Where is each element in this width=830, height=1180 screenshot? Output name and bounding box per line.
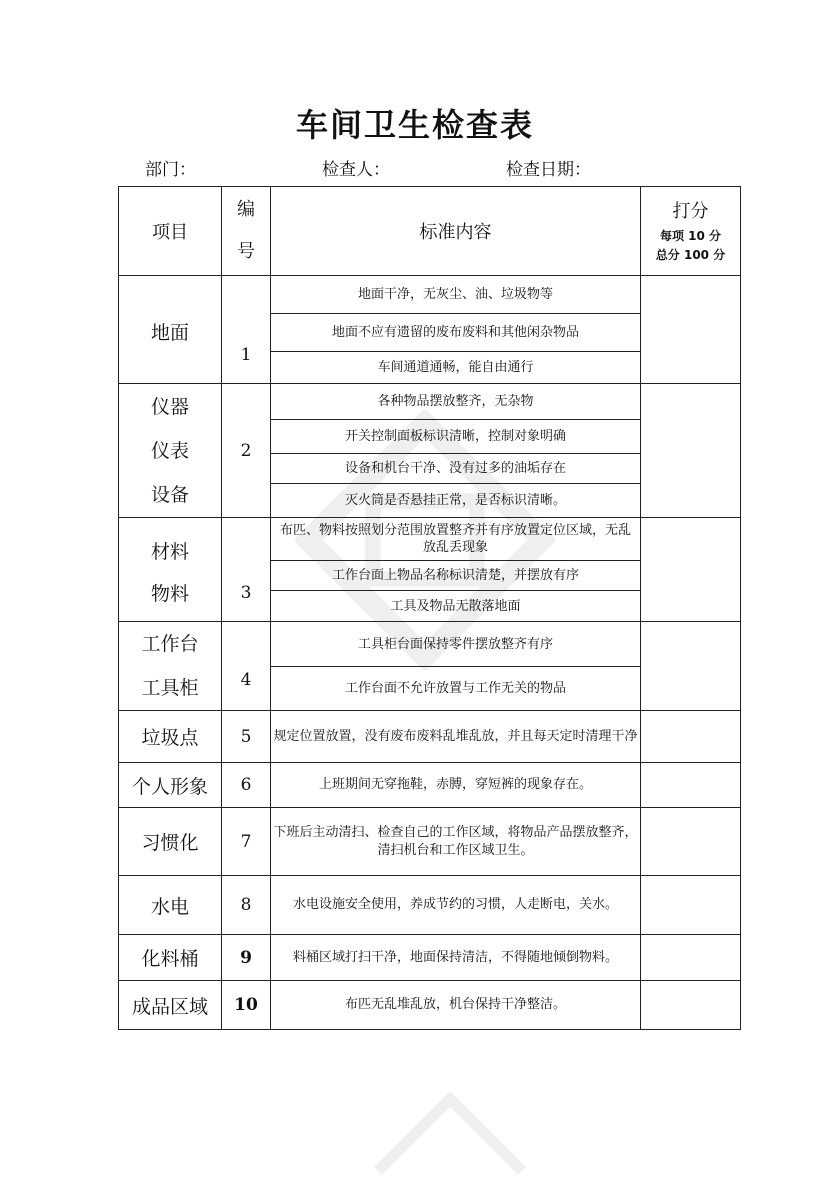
item-name bbox=[119, 981, 222, 1030]
score-cell[interactable] bbox=[641, 622, 741, 711]
table-row bbox=[119, 276, 741, 384]
header-score-note-each: 每项 10 分 bbox=[659, 229, 722, 243]
inspection-table bbox=[118, 186, 741, 1030]
table-row bbox=[119, 763, 741, 808]
item-name bbox=[119, 518, 222, 622]
inspector-label: 检查人： bbox=[322, 160, 390, 180]
item-number: 5 bbox=[222, 711, 271, 763]
item-name-line: 垃圾点 bbox=[141, 727, 199, 749]
item-name-line: 工具柜 bbox=[141, 677, 199, 699]
item-criteria bbox=[271, 808, 641, 876]
item-name bbox=[119, 622, 222, 711]
criteria-line: 清扫机台和工作区域卫生。 bbox=[377, 842, 534, 858]
table-row bbox=[119, 935, 741, 981]
table-row bbox=[119, 981, 741, 1030]
criteria-line: 各种物品摆放整齐，无杂物 bbox=[271, 384, 640, 420]
criteria-line: 工具柜台面保持零件摆放整齐有序 bbox=[271, 623, 640, 667]
item-number: 6 bbox=[222, 763, 271, 808]
table-row bbox=[119, 876, 741, 935]
item-criteria bbox=[271, 384, 641, 518]
item-number: 4 bbox=[222, 622, 271, 711]
score-cell[interactable] bbox=[641, 384, 741, 518]
item-name-line: 水电 bbox=[150, 895, 189, 918]
criteria-line: 上班期间无穿拖鞋，赤膊，穿短裤的现象存在。 bbox=[271, 763, 641, 808]
item-criteria bbox=[271, 518, 641, 622]
item-name-line: 化料桶 bbox=[141, 948, 199, 970]
criteria-line: 下班后主动清扫、检查自己的工作区域，将物品产品摆放整齐， bbox=[273, 824, 638, 840]
header-number-bottom: 号 bbox=[237, 241, 255, 262]
score-cell[interactable] bbox=[641, 981, 741, 1030]
item-criteria bbox=[271, 276, 641, 384]
criteria-line: 灭火筒是否悬挂正常，是否标识清晰。 bbox=[344, 493, 566, 508]
criteria-line: 车间通道通畅，能自由通行 bbox=[377, 360, 534, 375]
score-cell[interactable] bbox=[641, 711, 741, 763]
criteria-line: 工作台面不允许放置与工作无关的物品 bbox=[344, 680, 566, 696]
criteria-line: 设备和机台干净、没有过多的油垢存在 bbox=[271, 454, 640, 484]
header-number-top: 编 bbox=[237, 199, 255, 220]
score-cell[interactable] bbox=[641, 763, 741, 808]
item-number: 10 bbox=[222, 981, 271, 1030]
item-name-line: 物料 bbox=[150, 583, 189, 605]
item-name bbox=[119, 276, 222, 384]
score-cell[interactable] bbox=[641, 935, 741, 981]
item-name-line: 习惯化 bbox=[141, 832, 199, 854]
item-name-line: 仪器 bbox=[150, 395, 189, 418]
header-score-note-total: 总分 100 分 bbox=[655, 248, 726, 262]
item-number: 9 bbox=[222, 935, 271, 981]
header-number bbox=[222, 187, 271, 276]
item-name bbox=[119, 384, 222, 518]
table-row bbox=[119, 384, 741, 518]
criteria-line: 地面不应有遗留的废布废料和其他闲杂物品 bbox=[271, 314, 640, 352]
table-row bbox=[119, 518, 741, 622]
item-number: 7 bbox=[222, 808, 271, 876]
department-label: 部门： bbox=[145, 160, 196, 180]
item-name bbox=[119, 935, 222, 981]
header-score bbox=[641, 187, 741, 276]
criteria-line: 布匹无乱堆乱放，机台保持干净整洁。 bbox=[271, 981, 641, 1030]
watermark-logo-bottom bbox=[360, 1090, 540, 1180]
criteria-line: 工作台面上物品名称标识清楚，并摆放有序 bbox=[271, 561, 640, 591]
item-name-line: 个人形象 bbox=[131, 775, 208, 798]
criteria-line: 地面干净，无灰尘、油、垃圾物等 bbox=[271, 276, 640, 314]
item-name-line: 成品区域 bbox=[131, 995, 208, 1018]
item-name-line: 工作台 bbox=[141, 633, 199, 655]
table-row bbox=[119, 808, 741, 876]
header-row bbox=[119, 187, 741, 276]
criteria-line: 水电设施安全使用，养成节约的习惯，人走断电，关水。 bbox=[271, 876, 641, 935]
header-item: 项目 bbox=[119, 187, 222, 276]
score-cell[interactable] bbox=[641, 876, 741, 935]
inspection-date-label: 检查日期： bbox=[506, 160, 591, 180]
score-cell[interactable] bbox=[641, 808, 741, 876]
item-name bbox=[119, 808, 222, 876]
item-number: 2 bbox=[222, 384, 271, 518]
item-name-line: 材料 bbox=[150, 541, 189, 563]
criteria-line: 工具及物品无散落地面 bbox=[390, 598, 521, 614]
criteria-line: 布匹、物料按照划分范围放置整齐并有序放置定位区域，无乱放乱丢现象 bbox=[271, 518, 640, 561]
item-name-line: 设备 bbox=[150, 483, 189, 506]
item-name-line: 仪表 bbox=[150, 439, 189, 462]
criteria-line: 规定位置放置，没有废布废料乱堆乱放，并且每天定时清理干净 bbox=[271, 711, 641, 763]
item-number: 1 bbox=[222, 276, 271, 384]
item-name bbox=[119, 763, 222, 808]
item-number: 3 bbox=[222, 518, 271, 622]
item-name bbox=[119, 876, 222, 935]
table-row bbox=[119, 622, 741, 711]
page-title: 车间卫生检查表 bbox=[295, 106, 534, 144]
item-number: 8 bbox=[222, 876, 271, 935]
header-content: 标准内容 bbox=[271, 187, 641, 276]
table-row bbox=[119, 711, 741, 763]
header-score-title: 打分 bbox=[672, 201, 709, 222]
item-name-line: 地面 bbox=[150, 322, 189, 344]
item-name bbox=[119, 711, 222, 763]
criteria-line: 开关控制面板标识清晰，控制对象明确 bbox=[271, 420, 640, 454]
score-cell[interactable] bbox=[641, 276, 741, 384]
criteria-line: 料桶区域打扫干净，地面保持清洁，不得随地倾倒物料。 bbox=[271, 935, 641, 981]
score-cell[interactable] bbox=[641, 518, 741, 622]
item-criteria bbox=[271, 622, 641, 711]
